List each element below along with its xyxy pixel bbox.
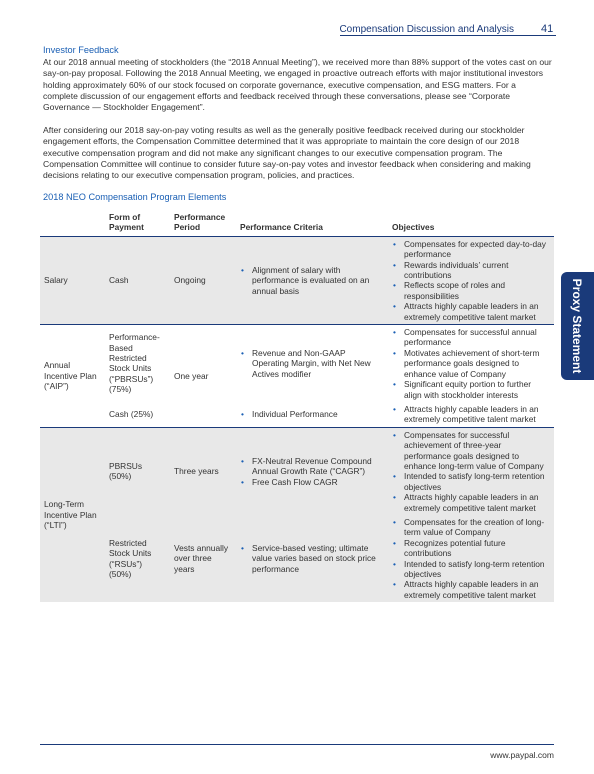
objective-item: • Compensates for successful achievement of three-year performance goals designed to enhance long-term value of Company — [392, 430, 550, 472]
criteria-item: • Free Cash Flow CAGR — [240, 477, 384, 487]
column-header-performance-criteria: Performance Criteria — [236, 212, 388, 236]
lti-pbrsu-objectives — [388, 427, 554, 515]
investor-feedback-paragraph-2: After considering our 2018 say-on-pay voting results as well as the generally positive feedback received during our stockholder engagement efforts, the Compensation Committee determined that it was appropriate to maintain the core design of our 2018 executive compensation program and did not make any significant changes to our executive compensation program. The Compensation Committee will continue to consider future say-on-pay votes and investor feedback when considering and making decisions relating to our executive compensation program, policies, and practices. — [43, 125, 531, 181]
aip-period: One year — [170, 325, 236, 428]
table-row-aip-cash — [40, 402, 554, 427]
salary-form: Cash — [105, 236, 170, 324]
lti-rsu-objectives — [388, 515, 554, 602]
table-row-aip-pbrsu — [40, 325, 554, 402]
salary-element: Salary — [40, 236, 105, 324]
lti-rsu-period: Vests annually over three years — [170, 515, 236, 602]
objective-item: • Intended to satisfy long-term retention objectives — [392, 559, 550, 580]
objective-item: • Attracts highly capable leaders in an extremely competitive talent market — [392, 492, 550, 513]
table-row-lti-rsu — [40, 515, 554, 602]
objective-item: • Significant equity portion to further align with stockholder interests — [392, 379, 550, 400]
objective-item: • Recognizes potential future contributions — [392, 538, 550, 559]
objective-item: • Compensates for successful annual performance — [392, 327, 550, 348]
compensation-program-table — [40, 212, 554, 602]
salary-objectives — [388, 236, 554, 324]
page-number: 41 — [541, 23, 554, 35]
footer-url[interactable]: www.paypal.com — [490, 750, 554, 760]
aip-pbrsu-criteria — [236, 325, 388, 402]
salary-period: Ongoing — [170, 236, 236, 324]
criteria-item: • Service-based vesting; ultimate value varies based on stock price performance — [240, 543, 384, 574]
investor-feedback-paragraph-1: At our 2018 annual meeting of stockholders (the “2018 Annual Meeting”), we received more than 88% support of the votes cast on our say-on-pay proposal. Following the 2018 Annual Meeting, we engaged in proactive outreach efforts with major institutional investors holding approximately 60% of our stock focused on corporate governance, executive compensation, and ESG matters. For a complete discussion of our engagement efforts and feedback received through these conversations, please see “Corporate Governance — Stockholder Engagement”. — [43, 57, 552, 113]
criteria-item: • Alignment of salary with performance is evaluated on an annual basis — [240, 265, 384, 296]
objective-item: • Reflects scope of roles and responsibilities — [392, 280, 550, 301]
table-row-lti-pbrsu — [40, 427, 554, 515]
aip-pbrsu-form: Performance-Based Restricted Stock Units (“PBRSUs”) (75%) — [109, 332, 160, 395]
aip-cash-criteria — [236, 402, 388, 427]
aip-pbrsu-objectives — [388, 325, 554, 402]
salary-criteria — [236, 236, 388, 324]
criteria-item: • Revenue and Non-GAAP Operating Margin, with Net New Actives modifier — [240, 348, 384, 379]
table-header-row — [40, 212, 554, 236]
objective-item: • Compensates for the creation of long-term value of Company — [392, 517, 550, 538]
proxy-statement-tab-label: Proxy Statement — [570, 278, 584, 374]
objective-item: • Attracts highly capable leaders in an extremely competitive talent market — [392, 579, 550, 600]
aip-element: Annual Incentive Plan (“AIP”) — [40, 325, 105, 428]
lti-pbrsu-form: PBRSUs (50%) — [105, 427, 170, 515]
column-header-performance-period: Performance Period — [170, 212, 236, 236]
criteria-item: • Individual Performance — [240, 409, 384, 419]
aip-cash-form: Cash (25%) — [105, 402, 170, 427]
column-header-form-of-payment: Form of Payment — [105, 212, 170, 236]
column-header-element — [40, 212, 105, 236]
objective-item: • Compensates for expected day-to-day performance — [392, 239, 550, 260]
lti-element: Long-Term Incentive Plan (“LTI”) — [40, 427, 105, 602]
objective-item: • Attracts highly capable leaders in an extremely competitive talent market — [392, 404, 550, 425]
objective-item: • Motivates achievement of short-term performance goals designed to enhance value of Company — [392, 348, 550, 379]
criteria-item: • FX-Neutral Revenue Compound Annual Growth Rate (“CAGR”) — [240, 456, 384, 477]
footer-rule — [40, 744, 554, 745]
table-row-salary — [40, 236, 554, 324]
lti-pbrsu-criteria — [236, 427, 388, 515]
objective-item: • Rewards individuals’ current contributions — [392, 260, 550, 281]
column-header-objectives: Objectives — [388, 212, 554, 236]
lti-rsu-criteria — [236, 515, 388, 602]
objective-item: • Attracts highly capable leaders in an extremely competitive talent market — [392, 301, 550, 322]
aip-cash-objectives — [388, 402, 554, 427]
investor-feedback-heading: Investor Feedback — [43, 45, 119, 55]
objective-item: • Intended to satisfy long-term retention objectives — [392, 471, 550, 492]
header-rule — [340, 35, 556, 36]
section-title: Compensation Discussion and Analysis — [339, 24, 514, 35]
lti-pbrsu-period: Three years — [170, 427, 236, 515]
program-table-heading: 2018 NEO Compensation Program Elements — [43, 192, 227, 202]
lti-rsu-form: Restricted Stock Units (“RSUs”) (50%) — [105, 515, 170, 602]
